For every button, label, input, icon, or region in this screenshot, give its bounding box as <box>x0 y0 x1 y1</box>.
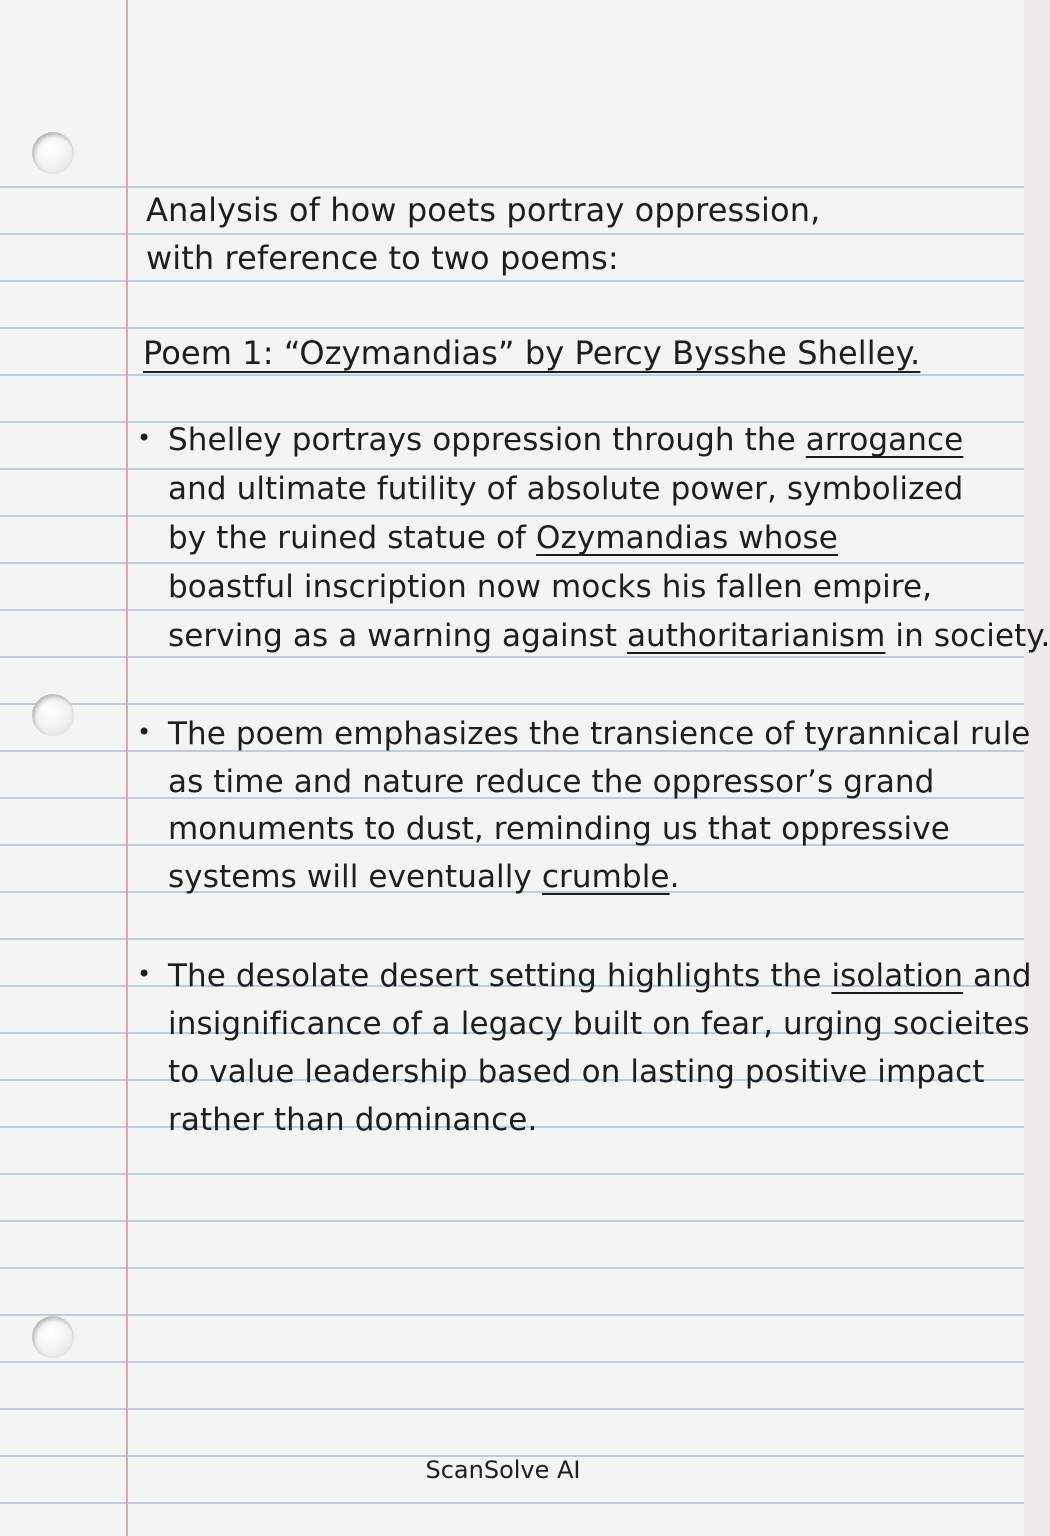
bullet-2-line-4: systems will eventually crumble. <box>168 859 680 895</box>
bullet-1-line-1: Shelley portrays oppression through the arrogance <box>168 422 964 458</box>
margin-rule <box>126 0 128 1536</box>
bullet-marker: • <box>137 960 152 988</box>
punch-hole <box>32 694 74 736</box>
bullet-3-line-1: The desolate desert setting highlights the isolation and <box>168 958 1032 994</box>
bullet-1-line-2: and ultimate futility of absolute power, symbolized <box>168 471 964 507</box>
footer-watermark: ScanSolve AI <box>425 1456 581 1484</box>
bullet-1-line-5: serving as a warning against authoritarianism in society. <box>168 618 1050 654</box>
bullet-3-line-2: insignificance of a legacy built on fear, urging socieites <box>168 1006 1030 1042</box>
poem-heading: Poem 1: “Ozymandias” by Percy Bysshe Shelley. <box>143 334 921 372</box>
bullet-1-line-4: boastful inscription now mocks his fallen empire, <box>168 569 933 605</box>
page-top-margin <box>0 0 1024 170</box>
bullet-2-line-1: The poem emphasizes the transience of tyrannical rule <box>168 716 1031 752</box>
bullet-marker: • <box>137 718 152 746</box>
bullet-3-line-3: to value leadership based on lasting positive impact <box>168 1054 985 1090</box>
punch-hole <box>32 132 74 174</box>
title-line-1: Analysis of how poets portray oppression, <box>146 191 821 229</box>
bullet-2-line-2: as time and nature reduce the oppressor’s grand <box>168 764 935 800</box>
title-line-2: with reference to two poems: <box>146 239 619 277</box>
bullet-1-line-3: by the ruined statue of Ozymandias whose <box>168 520 838 556</box>
bullet-3-line-4: rather than dominance. <box>168 1102 538 1138</box>
punch-hole <box>32 1316 74 1358</box>
bullet-marker: • <box>137 424 152 452</box>
bullet-2-line-3: monuments to dust, reminding us that oppressive <box>168 811 950 847</box>
